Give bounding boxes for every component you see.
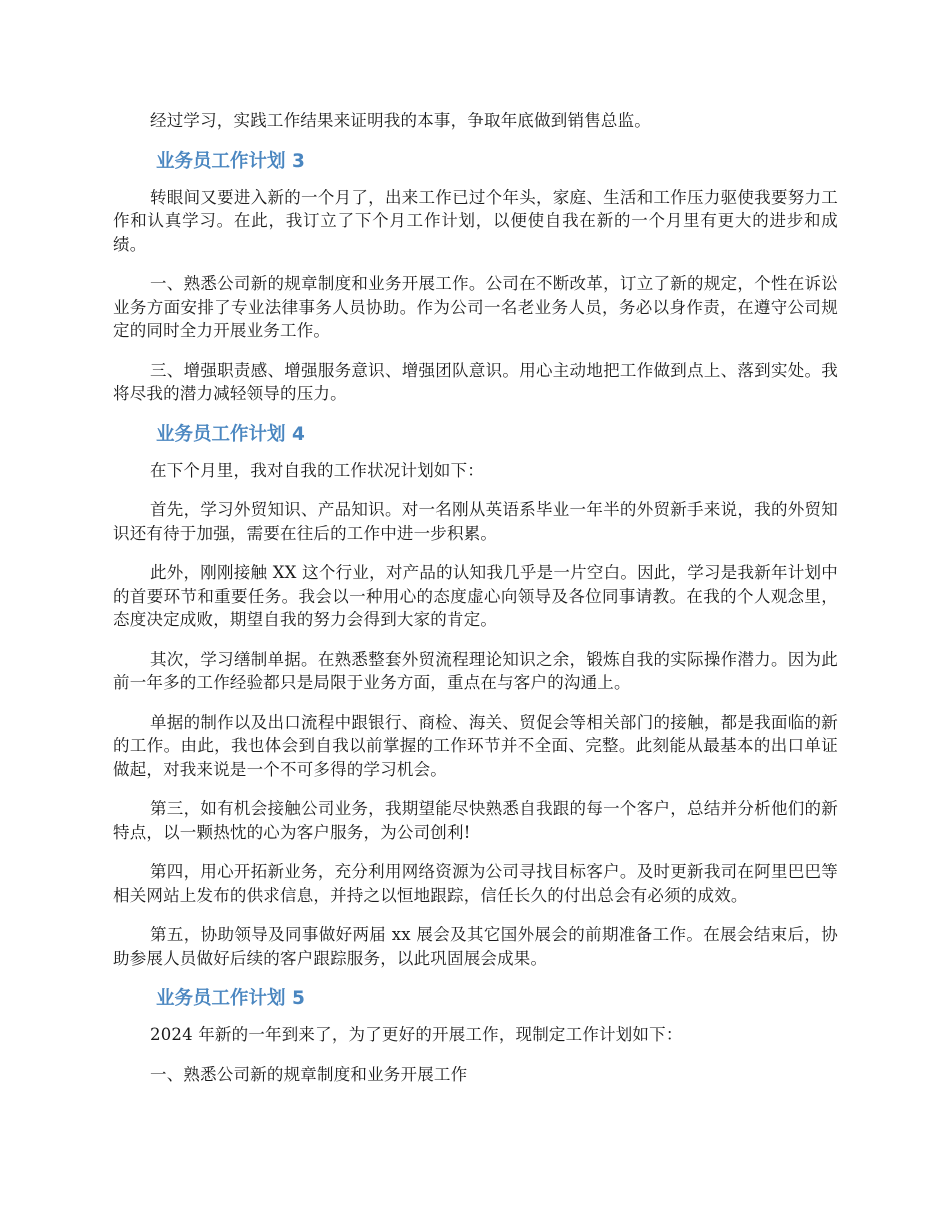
section-heading: 业务员工作计划 5 [156,988,305,1009]
paragraph: 第五，协助领导及同事做好两届 xx 展会及其它国外展会的前期准备工作。在展会结束后，协助参展人员做好后续的客户跟踪服务，以此巩固展会成果。 [113,925,838,968]
paragraph: 此外，刚刚接触 XX 这个行业，对产品的认知我几乎是一片空白。因此，学习是我新年计划中的首要环节和重要任务。我会以一种用心的态度虚心向领导及各位同事请教。在我的个人观念里，态度决定成败，期望自我的努力会得到大家的肯定。 [113,563,838,629]
paragraph: 三、增强职责感、增强服务意识、增强团队意识。用心主动地把工作做到点上、落到实处。我将尽我的潜力减轻领导的压力。 [113,360,838,403]
paragraph: 第三，如有机会接触公司业务，我期望能尽快熟悉自我跟的每一个客户，总结并分析他们的新特点，以一颗热忱的心为客户服务，为公司创利! [113,799,838,842]
section-heading: 业务员工作计划 4 [156,423,305,445]
paragraph: 一、熟悉公司新的规章制度和业务开展工作 [150,1064,468,1084]
section-heading: 业务员工作计划 3 [156,150,305,172]
paragraph: 其次，学习缮制单据。在熟悉整套外贸流程理论知识之余，锻炼自我的实际操作潜力。因为此前一年多的工作经验都只是局限于业务方面，重点在与客户的沟通上。 [113,649,838,692]
paragraph: 经过学习，实践工作结果来证明我的本事，争取年底做到销售总监。 [150,111,651,130]
paragraph: 在下个月里，我对自我的工作状况计划如下： [150,460,484,480]
paragraph: 2024 年新的一年到来了，为了更好的开展工作，现制定工作计划如下： [150,1025,683,1044]
paragraph: 首先，学习外贸知识、产品知识。对一名刚从英语系毕业一年半的外贸新手来说，我的外贸知识还有待于加强，需要在往后的工作中进一步积累。 [113,500,838,543]
paragraph: 第四，用心开拓新业务，充分利用网络资源为公司寻找目标客户。及时更新我司在阿里巴巴等相关网站上发布的供求信息，并持之以恒地跟踪，信任长久的付出总会有必须的成效。 [113,862,838,905]
paragraph: 一、熟悉公司新的规章制度和业务开展工作。公司在不断改革，订立了新的规定，个性在诉讼业务方面安排了专业法律事务人员协助。作为公司一名老业务人员，务必以身作责，在遵守公司规定的同时全力开展业务工作。 [113,274,838,340]
document-body [113,109,838,1102]
paragraph: 转眼间又要进入新的一个月了，出来工作已过个年头，家庭、生活和工作压力驱使我要努力工作和认真学习。在此，我订立了下个月工作计划，以便使自我在新的一个月里有更大的进步和成绩。 [113,187,838,254]
paragraph: 单据的制作以及出口流程中跟银行、商检、海关、贸促会等相关部门的接触，都是我面临的新的工作。由此，我也体会到自我以前掌握的工作环节并不全面、完整。此刻能从最基本的出口单证做起，对我来说是一个不可多得的学习机会。 [113,712,838,779]
